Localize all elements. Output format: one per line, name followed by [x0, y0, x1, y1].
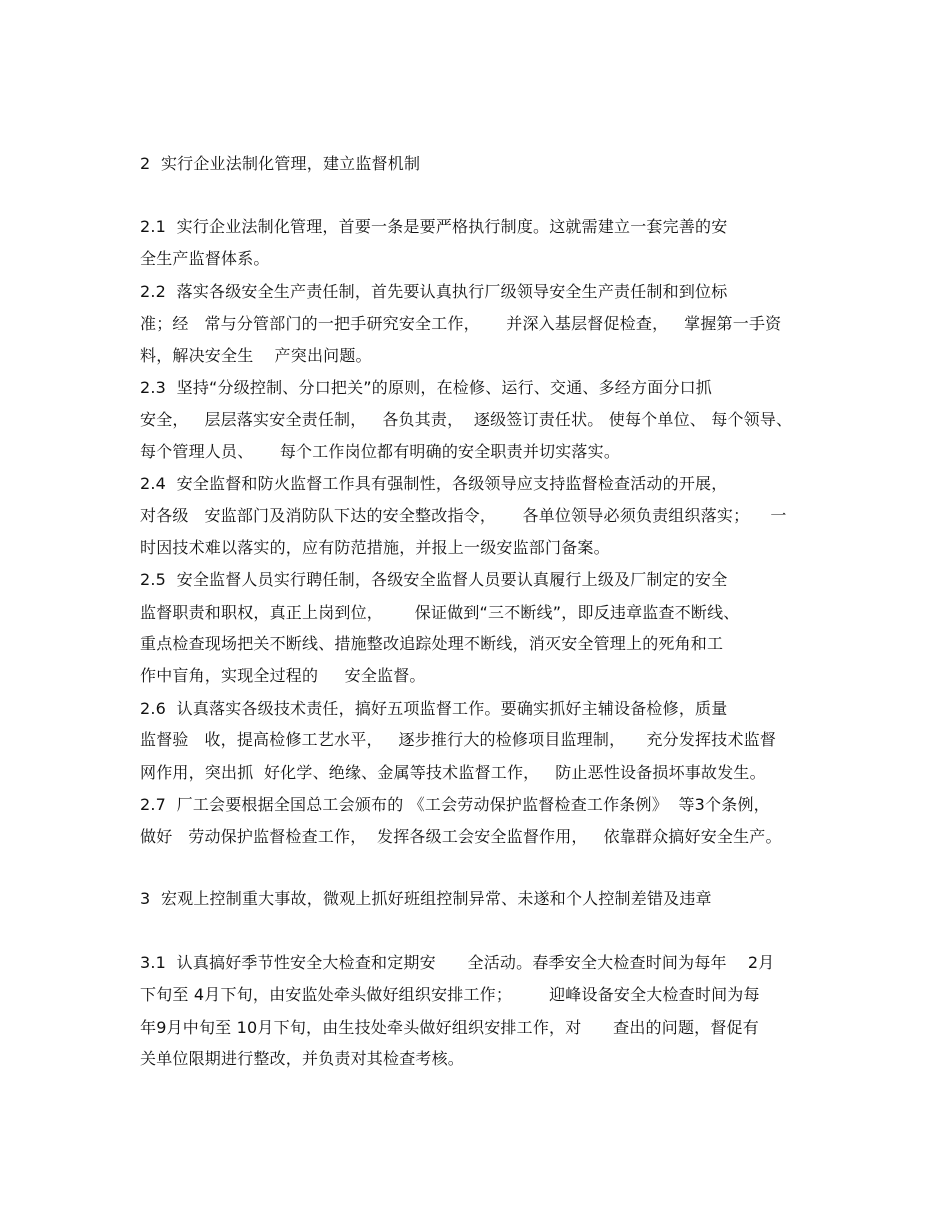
paragraph-line: 下旬至 4月下旬，由安监处牵头做好组织安排工作； 迎峰设备安全大检查时间为每 — [140, 985, 760, 1004]
paragraph-line: 2.4 安全监督和防火监督工作具有强制性，各级领导应支持监督检查活动的开展， — [140, 474, 728, 493]
paragraph-line: 监督验 收，提高检修工艺水平， 逐步推行大的检修项目监理制， 充分发挥技术监督 — [140, 730, 777, 749]
section-heading-3: 3 宏观上控制重大事故，微观上抓好班组控制异常、未遂和个人控制差错及违章 — [140, 889, 712, 908]
paragraph-line: 2.7 厂工会要根据全国总工会颁布的 《工会劳动保护监督检查工作条例》 等3个条例， — [140, 795, 770, 814]
paragraph-line: 2.5 安全监督人员实行聘任制，各级安全监督人员要认真履行上级及厂制定的安全 — [140, 570, 728, 589]
paragraph-line: 全生产监督体系。 — [140, 249, 270, 268]
paragraph-line: 对各级 安监部门及消防队下达的安全整改指令， 各单位领导必须负责组织落实； 一 — [140, 506, 787, 525]
paragraph-line: 关单位限期进行整改，并负责对其检查考核。 — [140, 1049, 465, 1068]
paragraph-line: 料，解决安全生 产突出问题。 — [140, 346, 372, 365]
paragraph-line: 作中盲角，实现全过程的 安全监督。 — [140, 666, 426, 685]
paragraph-line: 准；经 常与分管部门的一把手研究安全工作， 并深入基层督促检查， 掌握第一手资 — [140, 314, 782, 333]
paragraph-line: 网作用，突出抓 好化学、绝缘、金属等技术监督工作， 防止恶性设备损坏事故发生。 — [140, 763, 766, 782]
paragraph-line: 每个管理人员、 每个工作岗位都有明确的安全职责并切实落实。 — [140, 442, 621, 461]
paragraph-line: 重点检查现场把关不断线、措施整改追踪处理不断线，消灭安全管理上的死角和工 — [140, 634, 724, 653]
paragraph-line: 2.2 落实各级安全生产责任制，首先要认真执行厂级领导安全生产责任制和到位标 — [140, 282, 728, 301]
paragraph-line: 2.3 坚持“分级控制、分口把关”的原则，在检修、运行、交通、多经方面分口抓 — [140, 378, 712, 397]
paragraph-line: 安全， 层层落实安全责任制， 各负其责， 逐级签订责任状。 使每个单位、 每个领导、 — [140, 410, 793, 429]
paragraph-line: 3.1 认真搞好季节性安全大检查和定期安 全活动。春季安全大检查时间为每年 2月 — [140, 953, 775, 972]
paragraph-line: 时因技术难以落实的，应有防范措施，并报上一级安监部门备案。 — [140, 538, 610, 557]
paragraph-line: 2.6 认真落实各级技术责任，搞好五项监督工作。要确实抓好主辅设备检修，质量 — [140, 699, 728, 718]
paragraph-line: 2.1 实行企业法制化管理，首要一条是要严格执行制度。这就需建立一套完善的安 — [140, 217, 728, 236]
paragraph-line: 做好 劳动保护监督检查工作， 发挥各级工会安全监督作用， 依靠群众搞好安全生产。 — [140, 827, 782, 846]
paragraph-line: 监督职责和职权，真正上岗到位， 保证做到“三不断线”，即反违章监查不断线、 — [140, 603, 740, 622]
section-heading-2: 2 实行企业法制化管理，建立监督机制 — [140, 154, 421, 173]
paragraph-line: 年9月中旬至 10月下旬，由生技处牵头做好组织安排工作，对 查出的问题，督促有 — [140, 1018, 759, 1037]
